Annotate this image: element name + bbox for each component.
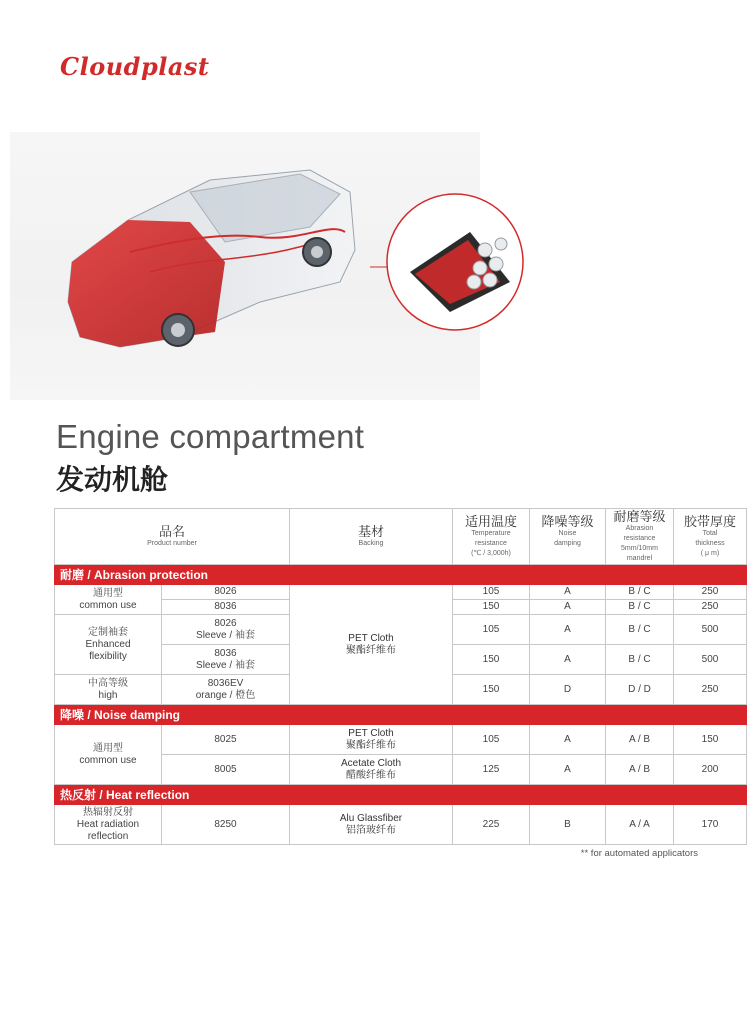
thickness-cell: 150 [674, 725, 747, 755]
temp-cell: 105 [453, 585, 530, 600]
temp-cell: 225 [453, 805, 530, 845]
product-number: 8036EV orange / 橙色 [162, 675, 290, 705]
thickness-cell: 250 [674, 585, 747, 600]
group-label: 定制袖套 Enhanced flexibility [55, 615, 162, 675]
noise-cell: A [530, 585, 606, 600]
noise-cell: A [530, 755, 606, 785]
noise-cell: A [530, 600, 606, 615]
header-noise: 降噪等级 Noise damping [530, 509, 606, 565]
temp-cell: 105 [453, 615, 530, 645]
temp-cell: 150 [453, 675, 530, 705]
thickness-cell: 250 [674, 600, 747, 615]
product-number: 8026 Sleeve / 袖套 [162, 615, 290, 645]
thickness-cell: 500 [674, 645, 747, 675]
header-product: 品名 Product number [55, 509, 290, 565]
brand-logo: Cloudplast [60, 52, 210, 81]
backing-cell: PET Cloth 聚酯纤维布 [290, 725, 453, 755]
temp-cell: 150 [453, 600, 530, 615]
abrasion-cell: B / C [606, 615, 674, 645]
abrasion-cell: A / B [606, 755, 674, 785]
abrasion-cell: A / B [606, 725, 674, 755]
abrasion-cell: B / C [606, 600, 674, 615]
thickness-cell: 500 [674, 615, 747, 645]
group-label: 通用型 common use [55, 585, 162, 615]
table-header-row [55, 509, 747, 565]
car-harness-illustration [10, 132, 745, 400]
noise-cell: A [530, 725, 606, 755]
table-row [55, 805, 747, 845]
product-number: 8025 [162, 725, 290, 755]
temp-cell: 150 [453, 645, 530, 675]
hero-illustration [10, 132, 745, 400]
abrasion-cell: B / C [606, 645, 674, 675]
noise-cell: B [530, 805, 606, 845]
product-number: 8026 [162, 585, 290, 600]
header-backing: 基材 Backing [290, 509, 453, 565]
table-row [55, 585, 747, 600]
product-number: 8005 [162, 755, 290, 785]
section-header-abrasion: 耐磨 / Abrasion protection [55, 565, 747, 585]
temp-cell: 105 [453, 725, 530, 755]
temp-cell: 125 [453, 755, 530, 785]
product-number: 8036 Sleeve / 袖套 [162, 645, 290, 675]
noise-cell: D [530, 675, 606, 705]
thickness-cell: 250 [674, 675, 747, 705]
thickness-cell: 200 [674, 755, 747, 785]
group-label: 中高等级 high [55, 675, 162, 705]
group-label: 热辐射反射 Heat radiation reflection [55, 805, 162, 845]
abrasion-cell: B / C [606, 585, 674, 600]
product-number: 8250 [162, 805, 290, 845]
abrasion-cell: A / A [606, 805, 674, 845]
backing-cell: PET Cloth 聚酯纤维布 [290, 585, 453, 705]
section-header-noise: 降噪 / Noise damping [55, 705, 747, 725]
thickness-cell: 170 [674, 805, 747, 845]
product-spec-table [54, 508, 747, 845]
header-abrasion: 耐磨等级 Abrasion resistance 5mm/10mm mandrel [606, 509, 674, 565]
noise-cell: A [530, 615, 606, 645]
footnote: ** for automated applicators [580, 848, 698, 859]
page-title: Engine compartment [56, 418, 365, 455]
product-number: 8036 [162, 600, 290, 615]
abrasion-cell: D / D [606, 675, 674, 705]
section-header-heat: 热反射 / Heat reflection [55, 785, 747, 805]
header-temperature: 适用温度 Temperature resistance (℃ / 3,000h) [453, 509, 530, 565]
group-label: 通用型 common use [55, 725, 162, 785]
table-row [55, 725, 747, 755]
page-title-chinese: 发动机舱 [56, 464, 169, 495]
car-icon [68, 170, 355, 347]
backing-cell: Alu Glassfiber 铝箔玻纤布 [290, 805, 453, 845]
noise-cell: A [530, 645, 606, 675]
backing-cell: Acetate Cloth 醋酸纤维布 [290, 755, 453, 785]
cable-detail-icon [387, 194, 523, 330]
header-thickness: 胶带厚度 Total thickness ( μ m) [674, 509, 747, 565]
